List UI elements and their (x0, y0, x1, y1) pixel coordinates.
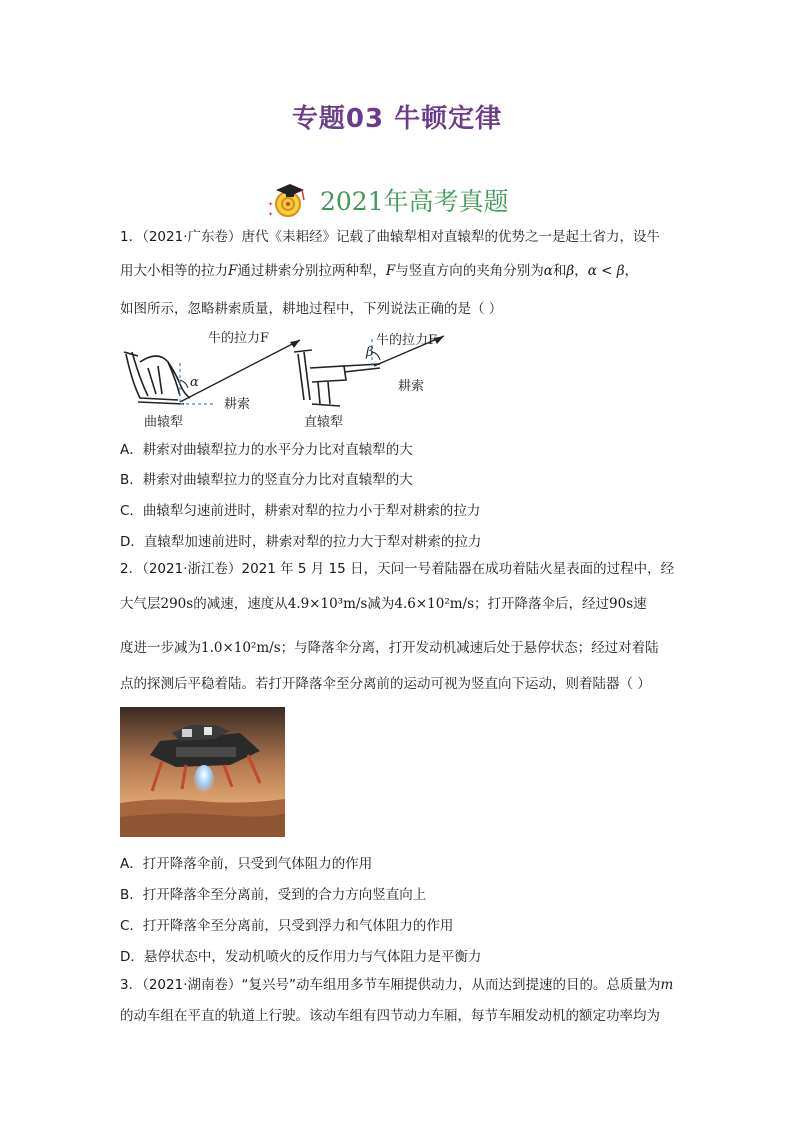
q1-line-1: 1．（2021·广东卷）唐代《耒耜经》记载了曲辕犁相对直辕犁的优势之一是起土省力，设牛 (120, 229, 660, 245)
plow-figure (118, 322, 458, 430)
q1-option-a: A．耕索对曲辕犁拉力的水平分力比对直辕犁的大 (120, 442, 413, 458)
mars-lander-photo (120, 707, 285, 837)
curved-force-arrow-icon (290, 340, 300, 348)
q2-line-4: 点的探测后平稳着陆。若打开降落伞至分离前的运动可视为竖直向下运动，则着陆器（ ） (120, 676, 651, 692)
q2-option-d: D．悬停状态中，发动机喷火的反作用力与气体阻力是平衡力 (120, 949, 482, 965)
q2-line-1: 2．（2021·浙江卷）2021 年 5 月 15 日，天问一号着陆器在成功着陆火星表面的过程中，经 (120, 561, 675, 577)
straight-plow-label: 直辕犁 (304, 415, 344, 430)
section-title: 2021年高考真题 (320, 187, 509, 216)
q1-line-2: 用大小相等的拉力F通过耕索分别拉两种犁，F与竖直方向的夹角分别为α和β，α < β， (120, 263, 639, 279)
q2-option-b: B．打开降落伞至分离前，受到的合力方向竖直向上 (120, 887, 427, 903)
mascot-icon (266, 180, 308, 220)
q1-option-c: C．曲辕犁匀速前进时，耕索对犁的拉力小于犁对耕索的拉力 (120, 503, 481, 519)
q2-line-3: 度进一步减为1.0×10²m/s；与降落伞分离，打开发动机减速后处于悬停状态；经过对着陆 (120, 640, 659, 656)
q3-line-2: 的动车组在平直的轨道上行驶。该动车组有四节动力车厢，每节车厢发动机的额定功率均为 (120, 1008, 660, 1024)
straight-angle-label: β (366, 345, 374, 360)
curved-rope-label: 耕索 (224, 397, 251, 412)
curved-rope-line (180, 340, 300, 402)
straight-force-label: 牛的拉力F (376, 333, 438, 348)
svg-text:✦: ✦ (268, 211, 274, 218)
curved-plow-label: 曲辕犁 (144, 415, 184, 430)
q1-line-3: 如图所示，忽略耕索质量，耕地过程中，下列说法正确的是（ ） (120, 301, 503, 317)
q1-option-d: D．直辕犁加速前进时，耕索对犁的拉力大于犁对耕索的拉力 (120, 534, 482, 550)
q3-line-1: 3．（2021·湖南卷）“复兴号”动车组用多节车厢提供动力，从而达到提速的目的。总质量为m (120, 977, 674, 993)
document-title: 专题03 牛顿定律 (291, 104, 503, 134)
straight-rope-label: 耕索 (398, 379, 425, 394)
curved-force-label: 牛的拉力F (208, 331, 270, 346)
q2-line-2: 大气层290s的减速，速度从4.9×10³m/s减为4.6×10²m/s；打开降落伞后，经过90s速 (120, 596, 647, 612)
curved-angle-label: α (190, 375, 199, 390)
q1-option-b: B．耕索对曲辕犁拉力的竖直分力比对直辕犁的大 (120, 472, 413, 488)
q2-option-c: C．打开降落伞至分离前，只受到浮力和气体阻力的作用 (120, 918, 454, 934)
section-header (266, 180, 509, 220)
svg-text:✦: ✦ (268, 201, 274, 208)
q2-option-a: A．打开降落伞前，只受到气体阻力的作用 (120, 856, 373, 872)
